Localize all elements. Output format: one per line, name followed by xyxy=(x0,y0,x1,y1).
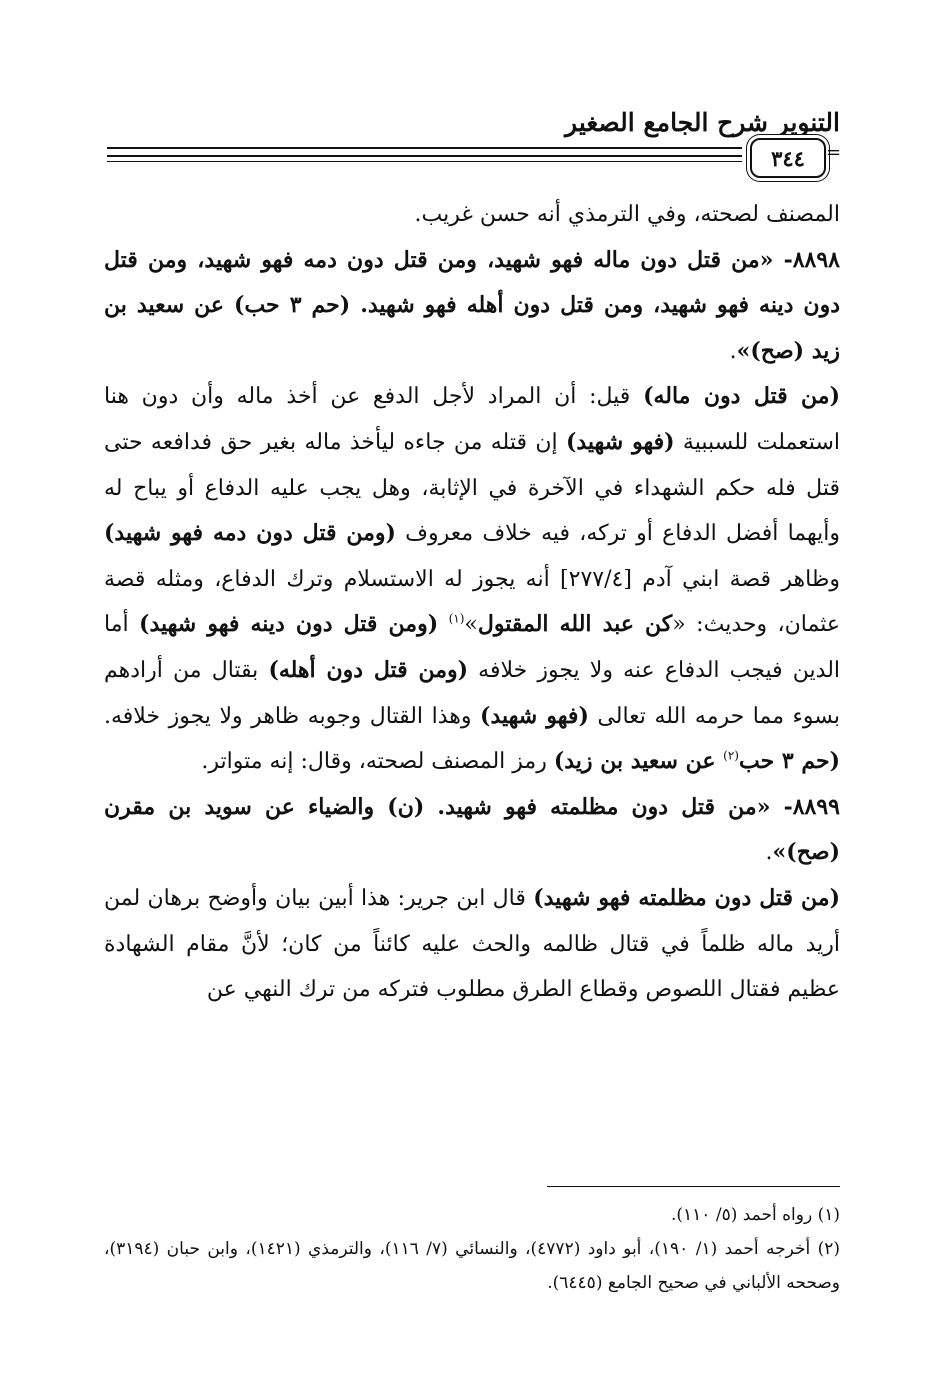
running-header-title: التنوير شرح الجامع الصغير xyxy=(565,108,840,137)
text-run xyxy=(438,612,448,637)
text-run: وهذا القتال وجوبه ظاهر ولا يجوز خلافه. xyxy=(104,703,481,729)
text-run: قيل: أن المراد لأجل الدفع عن أخذ ماله وأن دون هنا استعملت للسببية xyxy=(104,384,840,455)
bold-run: ٨٨٩٨- «من قتل دون ماله فهو شهيد، ومن قتل دون دمه فهو شهيد، ومن قتل دون دينه فهو شهيد، ومن قتل دون أهله فهو شهيد. (حم ٣ حب) عن سعيد بن زيد (صح)» xyxy=(104,246,841,364)
paragraph-p3 xyxy=(104,374,840,784)
text-run: وظاهر قصة ابني آدم [٢٧٧/٤] أنه يجوز له الاستسلام وترك الدفاع، ومثله قصة عثمان، وحديث: « xyxy=(104,566,840,638)
main-text xyxy=(104,192,840,1013)
bold-run: (فهو شهيد) xyxy=(480,702,589,729)
header-mark: = xyxy=(826,142,842,163)
bold-run: (من قتل دون مظلمته فهو شهيد) xyxy=(533,884,840,911)
paragraph-p5 xyxy=(104,876,840,1013)
text-run: رمز المصنف لصحته، وقال: إنه متواتر. xyxy=(201,749,554,775)
footnotes xyxy=(104,1198,840,1300)
footnote-1: (١) رواه أحمد (٥/ ١١٠). xyxy=(670,1205,840,1225)
text-run: . xyxy=(765,840,773,866)
text-run: . xyxy=(729,338,737,364)
header-rule-bottom xyxy=(107,161,742,162)
footnote-separator xyxy=(547,1186,840,1187)
header-rule-top xyxy=(107,147,742,149)
bold-run: ٨٨٩٩- «من قتل دون مظلمته فهو شهيد. (ن) والضياء عن سويد بن مقرن (صح)» xyxy=(104,793,840,866)
bold-run: (فهو شهيد) xyxy=(565,428,675,455)
text-run: إن قتله من جاءه ليأخذ ماله بغير حق فدافعه حتى قتل فله حكم الشهداء في الآخرة في الإثابة، وهل يجب عليه الدفاع أو يباح له وأيهما أفضل الدفاع أو تركه، فيه خلاف معروف xyxy=(104,429,841,547)
bold-run: عن سعيد بن زيد) xyxy=(553,748,724,775)
text-run: » xyxy=(464,612,478,638)
bold-run: كن عبد الله المقتول xyxy=(477,611,673,638)
bold-run: (ومن قتل دون دمه فهو شهيد) xyxy=(104,520,396,547)
footnote-marker: (٢) xyxy=(723,748,739,763)
footnote-marker: (١) xyxy=(448,612,465,627)
paragraph-p4 xyxy=(104,785,840,876)
paragraph-p2 xyxy=(104,238,840,375)
text-run: المصنف لصحته، وفي الترمذي أنه حسن غريب. xyxy=(414,202,840,227)
bold-run: (من قتل دون ماله) xyxy=(643,383,840,410)
footnote-2: (٢) أخرجه أحمد (١/ ١٩٠)، أبو داود (٤٧٧٢)، والنسائي (٧/ ١١٦)، والترمذي (١٤٢١)، وابن حبان (٣١٩٤)، وصححه الألباني في صحيح الجامع (٦٤٤٥). xyxy=(104,1239,841,1293)
bold-run: (حم ٣ حب xyxy=(738,748,840,775)
page-number: ٣٤٤ xyxy=(771,145,805,171)
bold-run: (ومن قتل دون أهله) xyxy=(268,656,469,683)
text-run: بقتال من أرادهم بسوء مما حرمه الله تعالى xyxy=(104,657,840,729)
text-run: أما الدين فيجب الدفاع عنه ولا يجوز خلافه xyxy=(104,612,841,683)
paragraph-p1 xyxy=(104,192,840,238)
text-run: قال ابن جرير: هذا أبين بيان وأوضح برهان لمن أريد ماله ظلماً في قتال ظالمه والحث عليه كائناً من كان؛ لأنَّ مقام الشهادة عظيم فقتال اللصوص وقطاع الطرق مطلوب فتركه من ترك النهي عن xyxy=(104,885,840,1003)
header-rule-middle xyxy=(107,155,742,157)
page-number-box xyxy=(750,138,826,178)
bold-run: (ومن قتل دون دينه فهو شهيد) xyxy=(139,611,439,638)
